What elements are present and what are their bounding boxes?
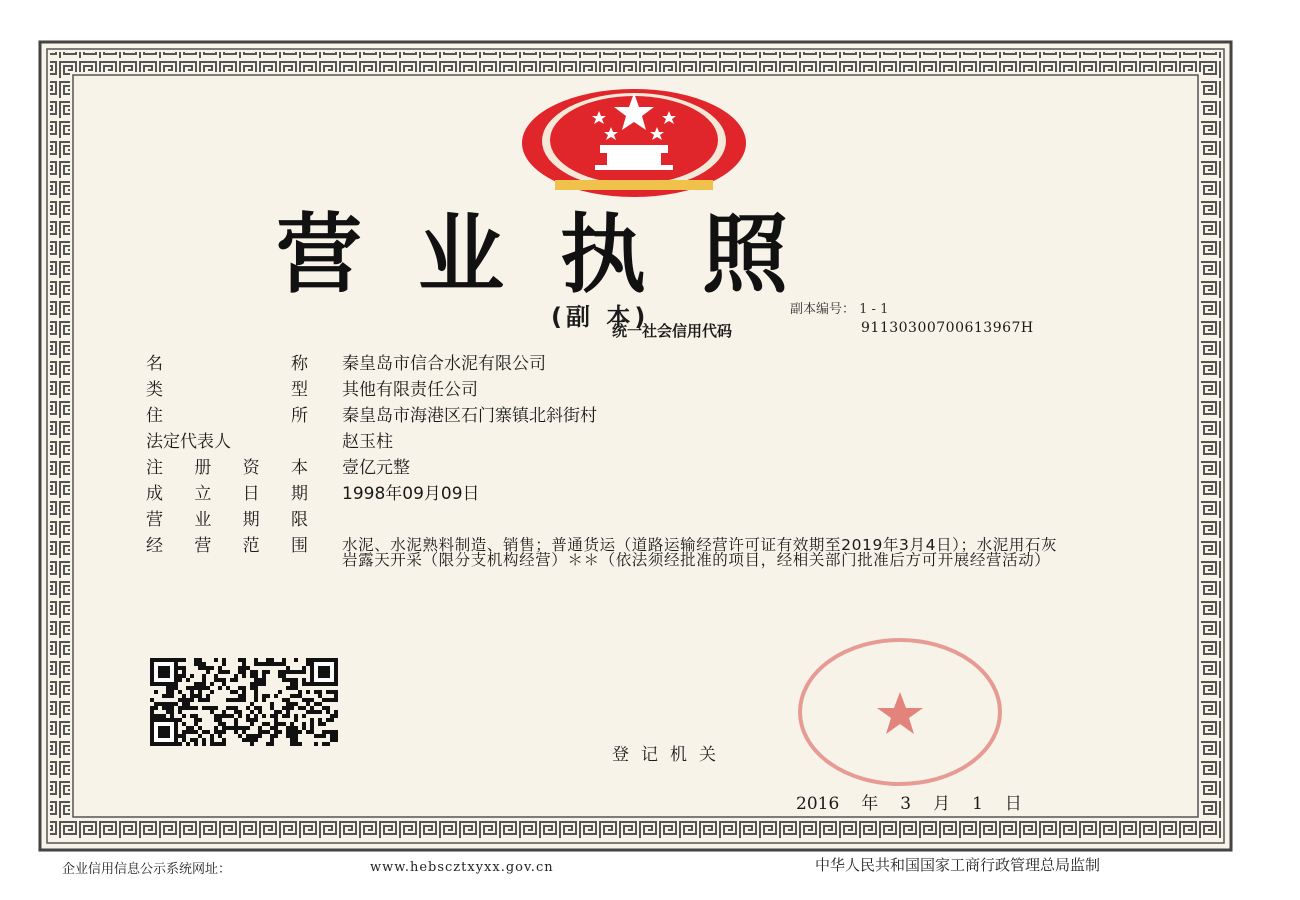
copy-number-value: 1 - 1 <box>859 302 889 317</box>
field-label-char: 营 <box>146 510 163 530</box>
footer-website-label: 企业信用信息公示系统网址： <box>62 862 232 877</box>
field-row <box>146 482 1076 508</box>
credit-code-value: 91130300700613967H <box>861 320 1034 336</box>
qr-code-icon <box>150 658 338 746</box>
copy-subtitle: (副 本) <box>551 303 650 331</box>
field-label-char: 住 <box>146 406 163 426</box>
official-seal-icon <box>780 630 1010 790</box>
field-label-char: 法定代表人 <box>146 432 231 452</box>
field-row <box>146 508 1076 534</box>
field-label <box>146 456 308 480</box>
registration-authority: 登记机关 <box>612 745 728 765</box>
field-label-char: 名 <box>146 354 163 374</box>
registration-fields <box>146 352 1076 560</box>
field-label-char: 所 <box>291 406 308 426</box>
field-value: 1998年09月09日 <box>342 484 480 504</box>
field-label-char: 册 <box>194 458 212 478</box>
field-label-char: 限 <box>290 510 308 530</box>
field-label-char: 营 <box>194 536 212 556</box>
field-label <box>146 404 308 428</box>
field-row <box>146 378 1076 404</box>
field-label <box>146 378 308 402</box>
field-label-char: 范 <box>242 536 260 556</box>
field-label <box>146 534 308 558</box>
issue-year-unit: 年 <box>861 794 879 814</box>
footer-website-link[interactable]: www.hebscztxyxx.gov.cn <box>370 860 554 875</box>
footer-supervision-text: 中华人民共和国国家工商行政管理总局监制 <box>815 856 1101 874</box>
credit-code-label: 统一社会信用代码 <box>612 322 733 340</box>
field-label-char: 期 <box>242 510 260 530</box>
issue-day-unit: 日 <box>1004 794 1022 814</box>
issue-month: 3 <box>900 794 912 814</box>
field-label-char: 日 <box>242 484 260 504</box>
issue-month-unit: 月 <box>933 794 951 814</box>
field-value: 赵玉柱 <box>342 432 393 452</box>
field-value: 壹亿元整 <box>342 458 410 478</box>
field-value: 其他有限责任公司 <box>342 380 478 400</box>
field-row <box>146 404 1076 430</box>
field-label-char: 业 <box>194 510 212 530</box>
national-emblem-icon <box>515 85 753 197</box>
field-label-char: 类 <box>146 380 163 400</box>
field-label <box>146 352 308 376</box>
field-label-char: 资 <box>242 458 260 478</box>
field-label <box>146 508 308 532</box>
field-label-char: 经 <box>146 536 163 556</box>
issue-day: 1 <box>972 794 983 814</box>
field-label-char: 型 <box>291 380 308 400</box>
business-scope-text: 水泥、水泥熟料制造、销售；普通货运（道路运输经营许可证有效期至2019年3月4日）；水泥用石灰岩露天开采（限分支机构经营）＊＊（依法须经批准的项目，经相关部门批准后方可开展经营活动） <box>342 536 1058 569</box>
license-title: 营业执照 <box>276 205 844 305</box>
field-label-char: 围 <box>290 536 308 556</box>
field-label-char: 成 <box>146 484 163 504</box>
field-row <box>146 456 1076 482</box>
copy-number <box>790 298 888 317</box>
field-label-char: 立 <box>194 484 212 504</box>
field-value: 秦皇岛市海港区石门寨镇北斜街村 <box>342 406 597 426</box>
field-row <box>146 352 1076 378</box>
field-value: 秦皇岛市信合水泥有限公司 <box>342 354 546 374</box>
issue-year: 2016 <box>796 794 840 814</box>
field-label <box>146 482 308 506</box>
field-row <box>146 430 1076 456</box>
field-label-char: 期 <box>290 484 308 504</box>
field-label <box>146 430 308 454</box>
issue-date <box>796 789 1044 814</box>
field-label-char: 注 <box>146 458 163 478</box>
field-label-char: 本 <box>290 458 308 478</box>
field-label-char: 称 <box>291 354 308 374</box>
copy-number-label: 副本编号： <box>790 302 856 317</box>
